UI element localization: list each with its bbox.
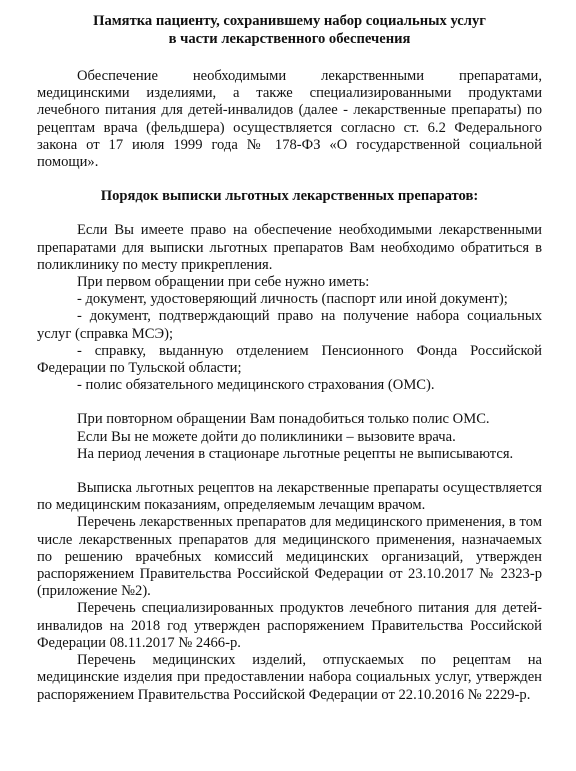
paragraph-nutrition-list: Перечень специализированных продуктов лечебного питания для детей-инвалидов на 2018 год утвержден распоряжением Правительства Российской Федерации 08.11.2017 № 2466-р. [37, 600, 542, 651]
paragraph-drug-list: Перечень лекарственных препаратов для медицинского применения, в том числе лекарственных препаратов для медицинского применения, назначаемых по решению врачебных комиссий медицинских организаций, утвержден распоряжением Правительства Российской Федерации от 23.10.2017 № 2323-р (приложение №2). [37, 514, 542, 600]
section-heading: Порядок выписки льготных лекарственных препаратов: [100, 188, 479, 205]
paragraph-eligibility: Если Вы имеете право на обеспечение необходимыми лекарственными препаратами для выписки льготных препаратов Вам необходимо обратиться в поликлинику по месту прикрепления. [37, 222, 542, 273]
document-page [37, 12, 542, 704]
paragraph-call-doctor: Если Вы не можете дойти до поликлиники – вызовите врача. [77, 428, 456, 445]
list-item-pension-fund: - справку, выданную отделением Пенсионного Фонда Российской Федерации по Тульской области; [37, 342, 542, 377]
paragraph-first-visit: При первом обращении при себе нужно иметь: [77, 274, 370, 291]
paragraph-prescriptions: Выписка льготных рецептов на лекарственные препараты осуществляется по медицинским показаниям, определяемым лечащим врачом. [37, 480, 542, 514]
paragraph-hospital: На период лечения в стационаре льготные рецепты не выписываются. [77, 445, 514, 462]
page-title [37, 12, 542, 48]
list-item-oms: - полис обязательного медицинского страхования (ОМС). [77, 377, 435, 394]
intro-paragraph: Обеспечение необходимыми лекарственными препаратами, медицинскими изделиями, а также специализированными продуктами лечебного питания для детей-инвалидов (далее - лекарственные препараты) по рецептам врача (фельдшера) осуществляется согласно ст. 6.2 Федерального закона от 17 июля 1999 года № 178-ФЗ «О государственной социальной помощи». [37, 68, 542, 171]
list-item-passport: - документ, удостоверяющий личность (паспорт или иной документ); [77, 291, 508, 308]
title-line-2: в части лекарственного обеспечения [168, 31, 411, 47]
title-line-1: Памятка пациенту, сохранившему набор социальных услуг [93, 13, 486, 29]
paragraph-repeat-visit: При повторном обращении Вам понадобиться только полис ОМС. [77, 411, 490, 428]
paragraph-devices-list: Перечень медицинских изделий, отпускаемых по рецептам на медицинские изделия при предоставлении набора социальных услуг, утвержден распоряжением Правительства Российской Федерации от 22.10.2016 № 2229-р. [37, 652, 542, 703]
list-item-mse: - документ, подтверждающий право на получение набора социальных услуг (справка МСЭ); [37, 308, 542, 342]
